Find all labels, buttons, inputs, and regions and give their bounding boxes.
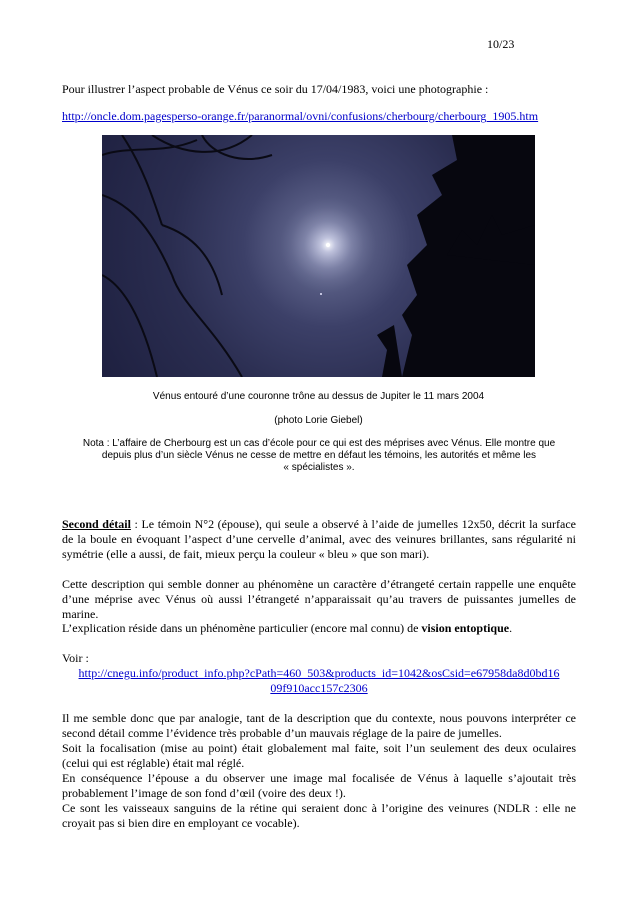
conclusion-block (62, 711, 576, 831)
conclusion-p2: Soit la focalisation (mise au point) était globalement mal faite, soit l’un seulement des deux oculaires (celui qui est réglable) était mal réglé. (62, 741, 576, 770)
nota-line-1: Nota : L’affaire de Cherbourg est un cas d’école pour ce qui est des méprises avec Vénus. Elle montre que (82, 438, 556, 449)
night-sky-illustration (102, 135, 535, 377)
explanation-after: . (509, 621, 513, 635)
venus-star (326, 243, 330, 247)
photo-caption: Vénus entouré d’une couronne trône au dessus de Jupiter le 11 mars 2004 (152, 391, 485, 402)
conclusion-p4: Ce sont les vaisseaux sanguins de la rétine qui seraient donc à l’origine des veinures (NDLR : elle ne croyait pas si bien dire en employant ce vocable). (62, 801, 576, 830)
page-number: 10/23 (487, 37, 515, 51)
second-detail-paragraph (62, 517, 576, 562)
cnegu-link-line-1[interactable]: http://cnegu.info/product_info.php?cPath=460_503&products_id=1042&osCsid=e67958da8d0bd16 (78, 666, 560, 680)
explanation-before: L’explication réside dans un phénomène particulier (encore mal connu) de (62, 621, 422, 635)
explanation-paragraph (62, 621, 576, 636)
nota-line-2: depuis plus d’un siècle Vénus ne cesse de mettre en défaut les témoins, les autorités et même les (101, 450, 537, 461)
nota-line-3: « spécialistes ». (283, 462, 355, 473)
conclusion-p1: Il me semble donc que par analogie, tant de la description que du contexte, nous pouvons interpréter ce second détail comme l’évidence très probable d’un mauvais réglage de la paire de jumelles. (62, 711, 576, 740)
explanation-bold: vision entoptique (421, 621, 510, 635)
second-detail-text: : Le témoin N°2 (épouse), qui seule a observé à l’aide de jumelles 12x50, décrit la surface de la boule en évoquant l’aspect d’une cervelle d’animal, avec des veinures brillantes, sans régularité ni symétrie (elle a aussi, de fait, mieux perçu la couleur « bleu » que son mari). (62, 517, 576, 561)
conclusion-p3: En conséquence l’épouse a du observer une image mal focalisée de Vénus à laquelle s’ajoutait très probablement l’image de son fond d’œil (voire des deux !). (62, 771, 576, 800)
photo-credit: (photo Lorie Giebel) (274, 415, 363, 426)
source-link[interactable]: http://oncle.dom.pagesperso-orange.fr/paranormal/ovni/confusions/cherbourg/cherbourg_1905.htm (62, 109, 539, 123)
jupiter-star (320, 293, 322, 295)
second-detail-heading: Second détail (62, 517, 131, 531)
right-tree (377, 135, 535, 377)
cnegu-link-line-2[interactable]: 09f910acc157c2306 (270, 681, 368, 695)
description-paragraph: Cette description qui semble donner au phénomène un caractère d’étrangeté certain rappelle une enquête d’une méprise avec Vénus où aussi l’étrangeté n’apparaissait qu’au travers de puissantes jumelles de marine. (62, 577, 576, 621)
voir-label: Voir : (62, 651, 89, 665)
source-link-container (62, 109, 576, 124)
nota-block (62, 438, 576, 474)
intro-text: Pour illustrer l’aspect probable de Vénus ce soir du 17/04/1983, voici une photographie : (62, 82, 489, 96)
venus-photo (102, 135, 535, 377)
cnegu-link-container (62, 666, 576, 696)
left-branches (102, 135, 272, 377)
